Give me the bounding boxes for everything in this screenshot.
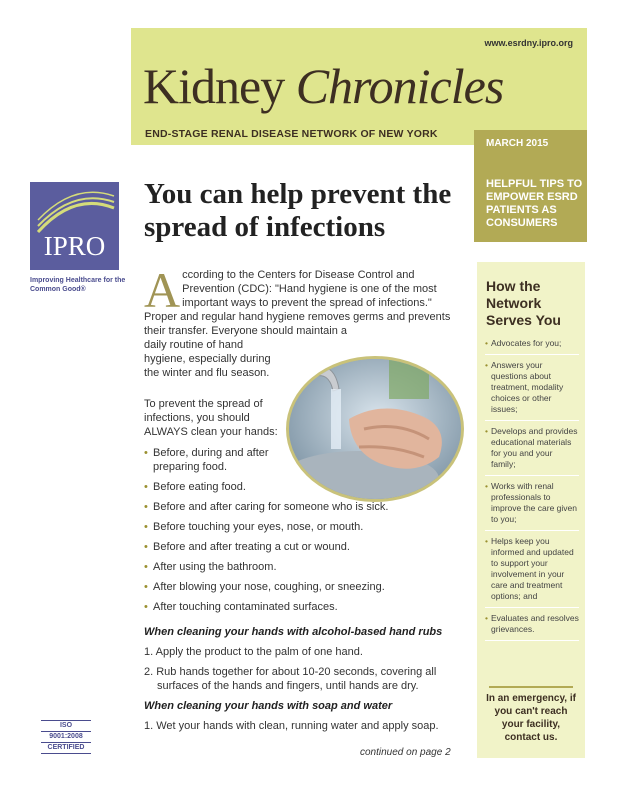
intro-continuation: daily routine of hand hygiene, especially during the winter and flu season.	[144, 339, 271, 379]
list-item: • Before touching your eyes, nose, or mouth.	[144, 520, 464, 534]
step-item: 2. Rub hands together for about 10-20 seconds, covering all surfaces of the hands and fingers, until hands are dry.	[144, 666, 437, 692]
masthead-banner	[131, 28, 587, 145]
network-name: END-STAGE RENAL DISEASE NETWORK OF NEW YORK	[145, 128, 438, 140]
ipro-logo	[30, 182, 119, 270]
logo-text: IPRO	[43, 231, 106, 261]
title-chronicles: Chronicles	[295, 58, 504, 114]
hand-rub-heading: When cleaning your hands with alcohol-based hand rubs	[144, 626, 443, 638]
title-kidney: Kidney	[143, 58, 285, 114]
step-item: 1. Wet your hands with clean, running water and apply soap.	[144, 720, 439, 732]
list-item: • Develops and provides educational materials for you and your family;	[485, 426, 579, 476]
article-intro	[144, 262, 464, 380]
intro-paragraph: ccording to the Centers for Disease Control and Prevention (CDC): "Hand hygiene is one of the most important ways to prevent the spread of infections." Proper and regular hand hygiene removes germs and prevents their transfer. Everyone should maintain a	[144, 269, 451, 337]
list-item: • Evaluates and resolves grievances.	[485, 613, 579, 641]
sidebar-title: How the Network Serves You	[486, 278, 561, 328]
list-item: • After touching contaminated surfaces.	[144, 600, 464, 614]
network-services-sidebar	[477, 262, 585, 758]
article-headline: You can help prevent the spread of infections	[144, 178, 452, 243]
list-item: • Advocates for you;	[485, 338, 579, 355]
list-item: • Helps keep you informed and updated to support your involvement in your care and treatment options; and	[485, 536, 579, 608]
drop-cap: A	[144, 262, 181, 318]
iso-line: 9001:2008	[41, 732, 91, 743]
list-item: • Before and after caring for someone who is sick.	[144, 500, 464, 514]
iso-line: ISO	[41, 721, 91, 732]
newsletter-title	[143, 58, 503, 114]
list-item: • Before, during and after preparing food.	[144, 446, 274, 474]
issue-box	[474, 130, 587, 242]
bullet-intro: To prevent the spread of infections, you should ALWAYS clean your hands:	[144, 398, 278, 438]
hand-rub-steps	[144, 645, 454, 699]
list-item: • Before eating food.	[144, 480, 464, 494]
website-url[interactable]: www.esrdny.ipro.org	[484, 38, 573, 48]
emergency-contact-note: In an emergency, if you can't reach your facility, contact us.	[486, 693, 576, 743]
list-item: • After using the bathroom.	[144, 560, 464, 574]
list-item: • Answers your questions about treatment, modality choices or other issues;	[485, 360, 579, 421]
iso-certification-badge	[41, 720, 91, 754]
services-list	[485, 338, 579, 646]
soap-water-steps	[144, 719, 454, 739]
handwashing-occasions-list	[144, 446, 464, 620]
issue-tagline: HELPFUL TIPS TO EMPOWER ESRD PATIENTS AS CONSUMERS	[486, 178, 583, 229]
list-item: • After blowing your nose, coughing, or sneezing.	[144, 580, 464, 594]
continued-note: continued on page 2	[360, 747, 451, 758]
step-item: 1. Apply the product to the palm of one hand.	[144, 646, 363, 658]
iso-line: CERTIFIED	[47, 744, 85, 751]
issue-date: MARCH 2015	[486, 138, 549, 149]
soap-water-heading: When cleaning your hands with soap and water	[144, 700, 393, 712]
sidebar-divider	[489, 686, 573, 688]
list-item: • Works with renal professionals to improve the care given to you;	[485, 481, 579, 531]
list-item: • Before and after treating a cut or wound.	[144, 540, 464, 554]
logo-tagline: Improving Healthcare for the Common Good®	[30, 277, 126, 293]
